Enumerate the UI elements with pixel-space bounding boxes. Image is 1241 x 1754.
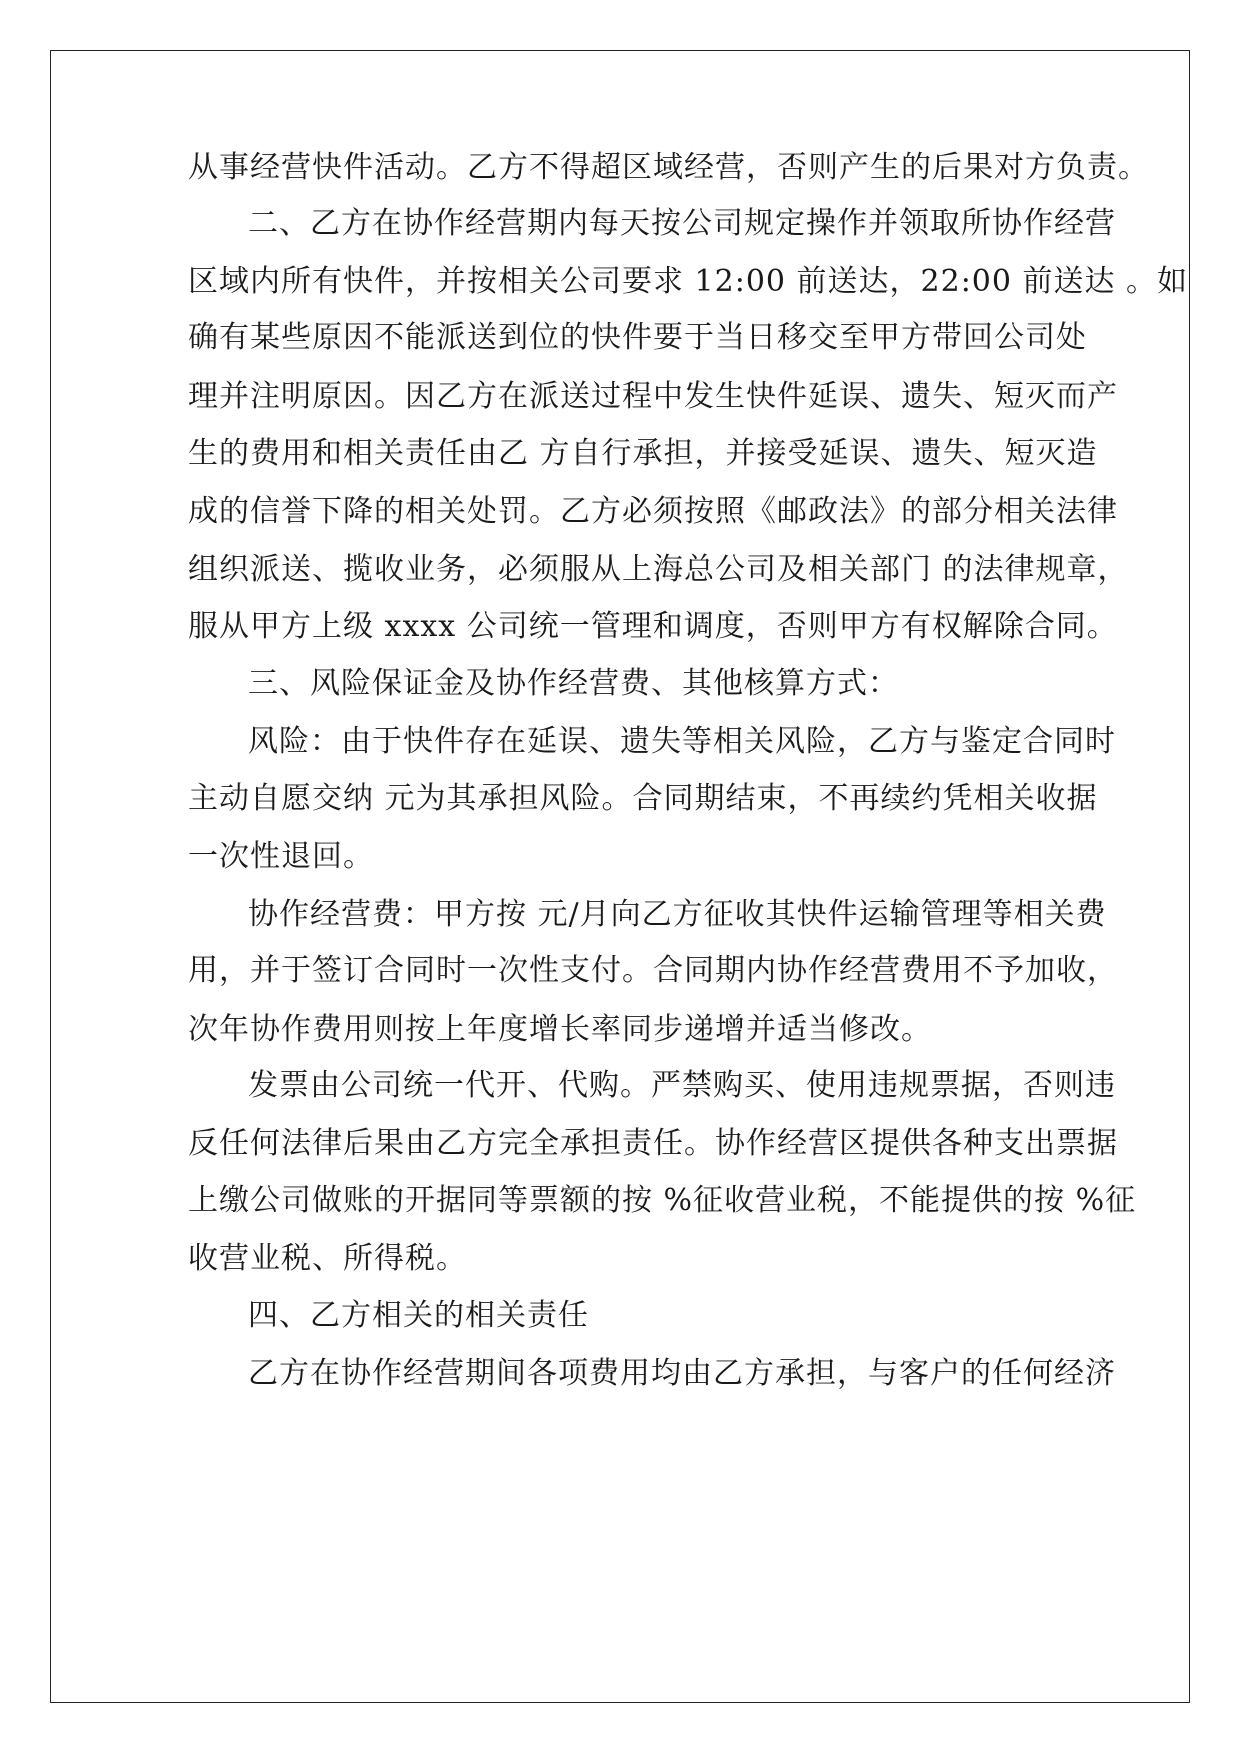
text-line: 风险：由于快件存在延误、遗失等相关风险，乙方与鉴定合同时 (248, 724, 1116, 759)
text-line: 成的信誉下降的相关处罚。乙方必须按照《邮政法》的部分相关法律 (188, 494, 1118, 529)
text-line: 反任何法律后果由乙方完全承担责任。协作经营区提供各种支出票据 (188, 1126, 1118, 1161)
text-line: 次年协作费用则按上年度增长率同步递增并适当修改。 (188, 1012, 932, 1047)
text-line: 主动自愿交纳 元为其承担风险。合同期结束，不再续约凭相关收据 (188, 781, 1098, 816)
text-line: 二、乙方在协作经营期内每天按公司规定操作并领取所协作经营 (248, 206, 1116, 241)
text-line: 乙方在协作经营期间各项费用均由乙方承担，与客户的任何经济 (248, 1356, 1116, 1391)
text-line: 组织派送、揽收业务，必须服从上海总公司及相关部门 的法律规章， (188, 552, 1129, 587)
text-line: 发票由公司统一代开、代购。严禁购买、使用违规票据，否则违 (248, 1068, 1116, 1103)
text-line: 生的费用和相关责任由乙 方自行承担，并接受延误、遗失、短灭造 (188, 436, 1098, 471)
section-heading: 四、乙方相关的相关责任 (248, 1298, 589, 1333)
text-line: 协作经营费：甲方按 元/月向乙方征收其快件运输管理等相关费 (248, 897, 1107, 932)
section-heading: 三、风险保证金及协作经营费、其他核算方式： (248, 666, 899, 701)
text-line: 上缴公司做账的开据同等票额的按 %征收营业税，不能提供的按 %征 (188, 1183, 1137, 1218)
text-line: 收营业税、所得税。 (188, 1241, 467, 1276)
text-line: 确有某些原因不能派送到位的快件要于当日移交至甲方带回公司处 (188, 320, 1087, 355)
text-line: 用，并于签订合同时一次性支付。合同期内协作经营费用不予加收， (188, 953, 1118, 988)
text-line: 一次性退回。 (188, 839, 374, 874)
text-line: 从事经营快件活动。乙方不得超区域经营，否则产生的后果对方负责。 (188, 150, 1149, 185)
text-line: 理并注明原因。因乙方在派送过程中发生快件延误、遗失、短灭而产 (188, 379, 1118, 414)
text-line: 服从甲方上级 xxxx 公司统一管理和调度，否则甲方有权解除合同。 (188, 609, 1118, 644)
text-line: 区域内所有快件，并按相关公司要求 12:00 前送达，22:00 前送达 。如 (188, 264, 1189, 299)
